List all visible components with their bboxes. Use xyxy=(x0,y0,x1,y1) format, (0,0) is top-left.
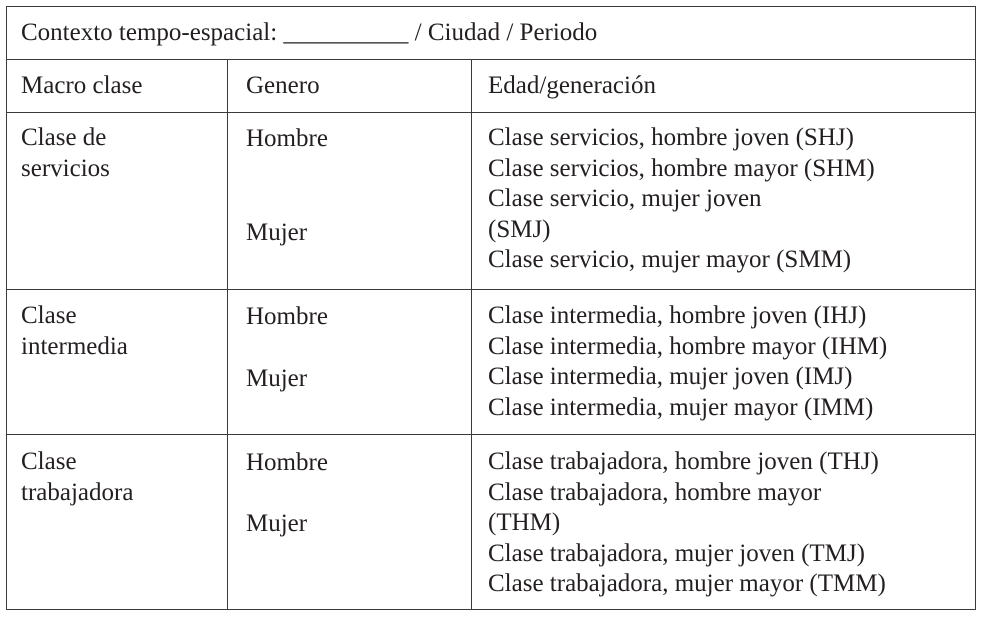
edad-item: Clase intermedia, hombre mayor (IHM) xyxy=(488,332,888,360)
edad-item: Clase servicio, mujer joven xyxy=(488,185,762,213)
edad-list-intermedia xyxy=(488,301,887,423)
header-macro-clase: Macro clase xyxy=(21,72,143,99)
edad-item: Clase servicios, hombre joven (SHJ) xyxy=(488,124,854,151)
edad-item: Clase servicio, mujer mayor (SMM) xyxy=(488,246,852,274)
edad-item: (SMJ) xyxy=(488,215,551,243)
column-divider xyxy=(471,59,472,610)
macro-label-line: Clase de xyxy=(21,124,107,151)
context-row: Contexto tempo-espacial: __________ / Ciudad / Periodo xyxy=(21,19,598,46)
edad-item: Clase intermedia, mujer mayor (IMM) xyxy=(488,393,874,421)
macro-label-line: intermedia xyxy=(21,332,128,360)
macro-label-line: Clase xyxy=(21,302,77,329)
row-divider xyxy=(6,59,976,60)
edad-list-servicios xyxy=(488,123,875,276)
row-divider xyxy=(6,434,976,435)
macro-label-line: servicios xyxy=(21,154,110,182)
macro-clase-servicios xyxy=(21,123,110,184)
row-divider xyxy=(6,112,976,113)
edad-item: Clase intermedia, mujer joven (IMJ) xyxy=(488,363,853,391)
edad-item: Clase trabajadora, mujer mayor (TMM) xyxy=(488,570,886,598)
macro-label-line: Clase xyxy=(21,448,77,475)
macro-clase-trabajadora xyxy=(21,447,133,508)
genero-hombre: Hombre xyxy=(246,303,328,330)
column-divider xyxy=(227,59,228,610)
genero-mujer: Mujer xyxy=(246,219,308,246)
edad-item: Clase servicios, hombre mayor (SHM) xyxy=(488,154,875,182)
header-edad-generacion: Edad/generación xyxy=(488,72,656,99)
macro-clase-intermedia xyxy=(21,301,128,362)
genero-hombre: Hombre xyxy=(246,449,328,476)
row-divider xyxy=(6,289,976,290)
edad-item: Clase intermedia, hombre joven (IHJ) xyxy=(488,302,867,329)
edad-item: Clase trabajadora, mujer joven (TMJ) xyxy=(488,539,865,567)
edad-item: (THM) xyxy=(488,509,561,537)
genero-mujer: Mujer xyxy=(246,365,308,392)
edad-item: Clase trabajadora, hombre joven (THJ) xyxy=(488,448,879,475)
genero-mujer: Mujer xyxy=(246,510,308,537)
header-genero: Genero xyxy=(246,72,320,99)
genero-hombre: Hombre xyxy=(246,125,328,152)
edad-list-trabajadora xyxy=(488,447,886,600)
macro-label-line: trabajadora xyxy=(21,478,134,506)
edad-item: Clase trabajadora, hombre mayor xyxy=(488,478,822,506)
